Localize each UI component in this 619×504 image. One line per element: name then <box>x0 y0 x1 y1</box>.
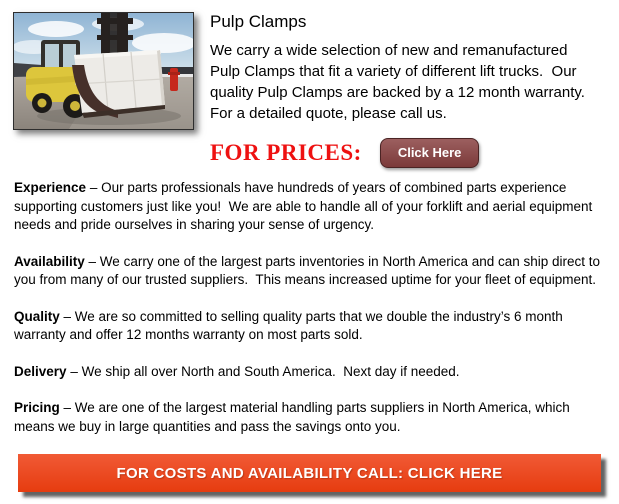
feature-term: Pricing <box>14 400 60 415</box>
feature-text: – We are one of the largest material handling parts suppliers in North America, which means we buy in large quantities and pass the savings onto you. <box>14 400 574 434</box>
feature-paragraph-experience <box>14 179 609 235</box>
forklift-photo <box>13 12 194 130</box>
feature-paragraph-quality <box>14 308 609 345</box>
feature-text: – We are so committed to selling quality parts that we double the industry’s 6 month warranty and offer 12 months warranty on most parts sold. <box>14 308 567 342</box>
for-prices-label: FOR PRICES: <box>210 140 362 165</box>
feature-term: Delivery <box>14 363 67 379</box>
feature-term: Experience <box>14 180 87 195</box>
feature-paragraph-availability <box>14 253 609 290</box>
page-title: Pulp Clamps <box>210 12 307 31</box>
intro-paragraph: We carry a wide selection of new and remanufactured Pulp Clamps that fit a variety of different lift trucks. Our quality Pulp Clamps are backed by a 12 month warranty. For a detailed quote, please call us. <box>210 42 594 122</box>
feature-paragraph-delivery <box>14 363 609 382</box>
feature-term: Availability <box>14 253 85 269</box>
prices-row <box>210 138 600 168</box>
feature-text: – Our parts professionals have hundreds of years of combined parts experience supporting customers just like you! We are able to handle all of your forklift and aerial equipment needs and pride ourselves in sharing your sense of urgency. <box>14 180 597 232</box>
feature-paragraph-pricing <box>14 399 609 436</box>
feature-text: – We carry one of the largest parts inventories in North America and can ship direct to you from many of our trusted suppliers. This means increased uptime for your fleet of equipment. <box>14 253 604 287</box>
feature-list <box>0 179 619 436</box>
click-here-button[interactable]: Click Here <box>380 138 480 168</box>
feature-text: – We ship all over North and South America. Next day if needed. <box>70 363 460 379</box>
hero-text-column <box>210 12 600 168</box>
footer-cta-label: FOR COSTS AND AVAILABILITY CALL: CLICK HERE <box>116 464 503 482</box>
feature-term: Quality <box>14 308 60 324</box>
top-section <box>0 0 619 168</box>
forklift-photo-illustration <box>14 13 193 129</box>
footer-cta-banner[interactable] <box>18 454 601 492</box>
